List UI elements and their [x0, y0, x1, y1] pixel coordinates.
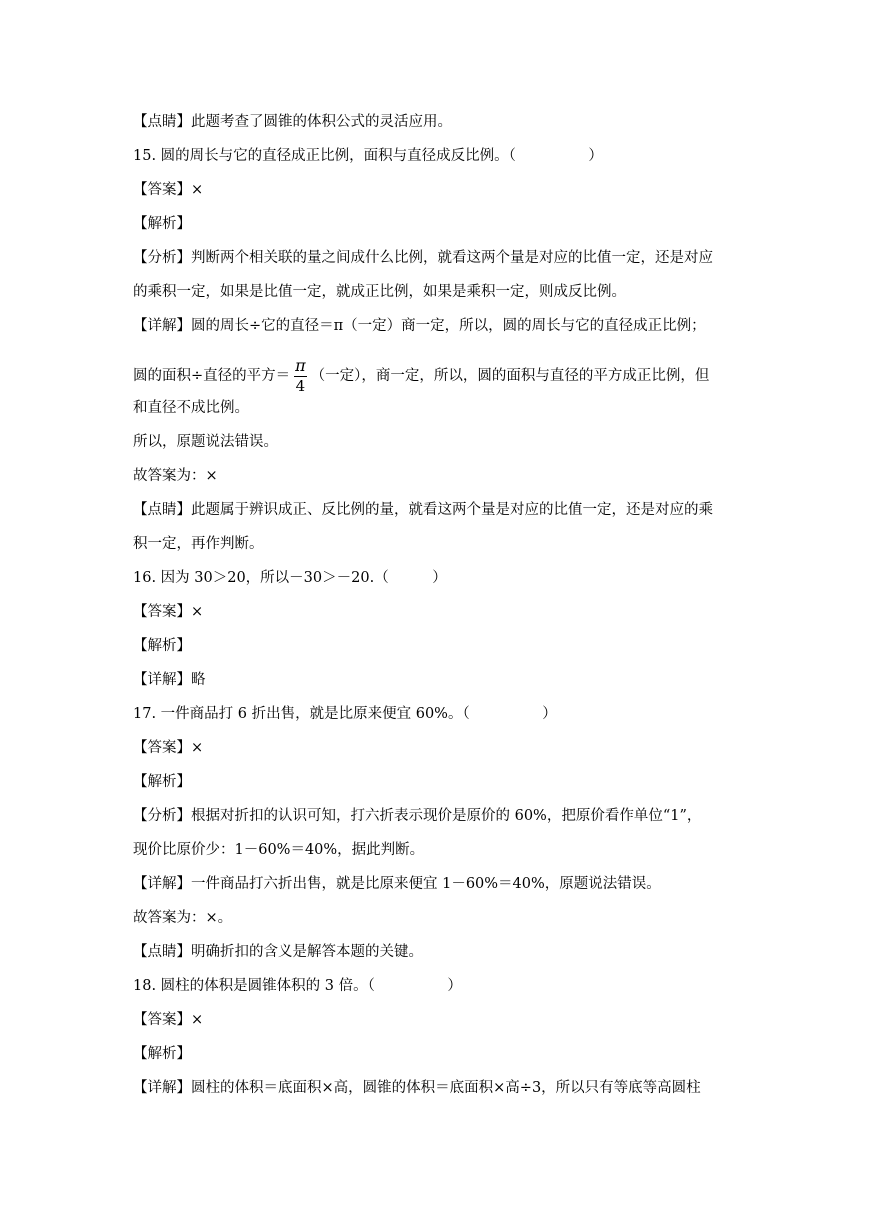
fraction-numerator: π: [295, 356, 306, 375]
text-line: 【详解】圆柱的体积＝底面积×高，圆锥的体积＝底面积×高÷3，所以只有等底等高圆柱: [133, 1080, 701, 1096]
analysis-heading: 【解析】: [133, 774, 191, 790]
analysis-heading: 【解析】: [133, 216, 191, 232]
analysis-heading: 【解析】: [133, 638, 191, 654]
question-15: 15. 圆的周长与它的直径成正比例，面积与直径成反比例。（ ）: [133, 148, 603, 164]
fraction-pi-over-4: [294, 358, 307, 394]
answer-line: 【答案】×: [133, 604, 204, 620]
text-line: 【点睛】此题属于辨识成正、反比例的量，就看这两个量是对应的比值一定，还是对应的乘: [133, 502, 713, 518]
answer-line: 【答案】×: [133, 740, 204, 756]
text-line: 和直径不成比例。: [133, 400, 249, 416]
text-line: 【详解】略: [133, 672, 206, 688]
text-line: 【点睛】明确折扣的含义是解答本题的关键。: [133, 944, 423, 960]
text-line: 现价比原价少：1－60%＝40%，据此判断。: [133, 842, 425, 858]
text-line: 的乘积一定，如果是比值一定，就成正比例，如果是乘积一定，则成反比例。: [133, 284, 626, 300]
formula-after: （一定），商一定，所以，圆的面积与直径的平方成正比例，但: [310, 368, 710, 384]
answer-line: 【答案】×: [133, 182, 204, 198]
formula-before: 圆的面积÷直径的平方＝: [133, 368, 291, 384]
question-17: 17. 一件商品打 6 折出售，就是比原来便宜 60%。（ ）: [133, 706, 557, 722]
answer-line: 【答案】×: [133, 1012, 204, 1028]
question-18: 18. 圆柱的体积是圆锥体积的 3 倍。（ ）: [133, 978, 462, 994]
text-line: 积一定，再作判断。: [133, 536, 264, 552]
answer-line: 故答案为：×。: [133, 910, 233, 926]
text-line: 【分析】根据对折扣的认识可知，打六折表示现价是原价的 60%，把原价看作单位“1”，: [133, 808, 702, 824]
text-line: 【详解】一件商品打六折出售，就是比原来便宜 1－60%＝40%，原题说法错误。: [133, 876, 661, 892]
analysis-heading: 【解析】: [133, 1046, 191, 1062]
answer-line: 故答案为：×: [133, 468, 218, 484]
text-line: 【点睛】此题考查了圆锥的体积公式的灵活应用。: [133, 114, 452, 130]
text-line: 【分析】判断两个相关联的量之间成什么比例，就看这两个量是对应的比值一定，还是对应: [133, 250, 713, 266]
text-line: 所以，原题说法错误。: [133, 434, 278, 450]
fraction-denominator: 4: [295, 377, 306, 395]
formula-line: [133, 358, 743, 394]
text-line: 【详解】圆的周长÷它的直径＝π（一定）商一定，所以，圆的周长与它的直径成正比例；: [133, 318, 706, 334]
question-16: 16. 因为 30＞20，所以－30＞－20.（ ）: [133, 570, 447, 586]
